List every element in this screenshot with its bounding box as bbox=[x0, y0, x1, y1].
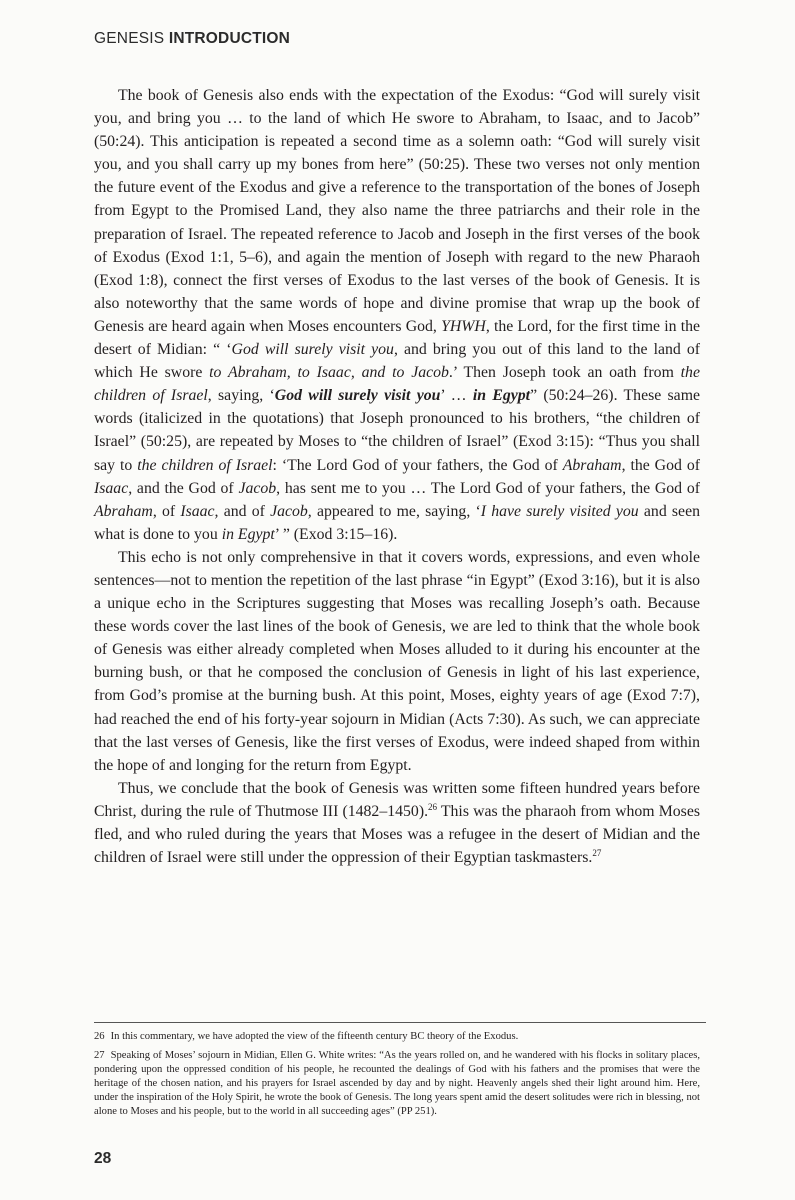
footnote-text: Speaking of Moses’ sojourn in Midian, Ellen G. White writes: “As the years rolled on, and he wandered with his flocks in solitary places, pondering upon the oppressed condition of his people, he recounted the dealings of God with his fathers and the promises that were the heritage of the chosen nation, and his prayers for Israel ascended by day and by night. Heavenly angels shed their light around him. Here, under the inspiration of the Holy Spirit, he wrote the book of Genesis. The long years spent amid the desert solitudes were rich in blessing, not alone to Moses and his people, but to the world in all succeeding ages” (PP 251). bbox=[94, 1050, 700, 1118]
text-run: ’ ” (Exod 3:15–16). bbox=[274, 525, 398, 543]
text-run: Isaac, bbox=[180, 502, 219, 520]
text-run: ” (50:24–26). These same words (italicized in the quotations) that Joseph pronounced to his brothers, “the children of Israel” (50:25), are repeated by Moses to “the children of Israel” (Exod 3:15): “Thus you shall say to bbox=[94, 387, 700, 474]
text-run: Abraham bbox=[94, 502, 153, 520]
text-run: the children of Israel bbox=[94, 364, 700, 405]
text-run: Jacob bbox=[238, 479, 277, 497]
text-run: and seen what is done to you bbox=[94, 502, 700, 543]
text-run: , and the God of bbox=[128, 479, 239, 497]
text-run: , saying, ‘ bbox=[207, 387, 275, 405]
footnote-text: In this commentary, we have adopted the view of the fifteenth century BC theory of the Exodus. bbox=[110, 1031, 519, 1042]
text-run: .’ Then Joseph took an oath from bbox=[448, 364, 681, 382]
text-run: in Egypt bbox=[472, 387, 531, 405]
text-run: , the God of bbox=[621, 456, 700, 474]
page-number: 28 bbox=[94, 1150, 112, 1167]
footnote bbox=[94, 1030, 700, 1044]
text-run: YHWH bbox=[441, 317, 486, 335]
footnote-reference[interactable]: 27 bbox=[592, 848, 602, 859]
text-run: , has sent me to you … The Lord God of your fathers, the God of bbox=[276, 479, 700, 497]
text-run: Isaac bbox=[94, 479, 129, 497]
text-run: : ‘The Lord God of your fathers, the God of bbox=[272, 456, 563, 474]
footnote-number: 27 bbox=[94, 1050, 105, 1062]
text-run: Thus, we conclude that the book of Genesis was written some fifteen hundred years before Christ, during the rule of Thutmose III (1482–1450). bbox=[94, 779, 700, 820]
footnotes bbox=[94, 1030, 700, 1125]
footnote-number: 26 bbox=[94, 1031, 105, 1042]
text-run: This echo is not only comprehensive in that it covers words, expressions, and even whole sentences—not to mention the repetition of the last phrase “in Egypt” (Exod 3:16), but it is also a unique echo in the Scriptures suggesting that Moses was recalling Joseph’s oath. Because these words cover the last lines of the book of Genesis, we are led to think that the whole book of Genesis was either already completed when Moses alluded to it during his encounter at the burning bush, or that he composed the conclusion of Genesis in light of his last experience, from God’s promise at the burning bush. At this point, Moses, eighty years of age (Exod 7:7), had reached the end of his forty-year sojourn in Midian (Acts 7:30). As such, we can appreciate that the last verses of Genesis, like the first verses of Exodus, were indeed shaped from within the hope of and longing for the return from Egypt. bbox=[94, 548, 700, 774]
text-run: and of bbox=[218, 502, 271, 520]
footnote-rule bbox=[94, 1022, 706, 1023]
running-head-section: INTRODUCTION bbox=[168, 30, 291, 47]
text-run: God will surely visit you bbox=[231, 341, 394, 359]
footnote-reference[interactable]: 26 bbox=[428, 801, 438, 812]
text-run: , and bring you out of this land to the land of which He swore bbox=[94, 341, 701, 382]
body-paragraph bbox=[94, 777, 700, 869]
text-run: , of bbox=[152, 502, 181, 520]
running-head bbox=[94, 30, 290, 48]
text-run: , the Lord, for the first time in the desert of Midian: “ ‘ bbox=[94, 317, 700, 359]
text-run: the children of Israel bbox=[137, 456, 273, 474]
body-paragraph bbox=[94, 546, 700, 777]
text-run: appeared to me, saying, ‘ bbox=[311, 502, 481, 520]
text-run: to Abraham, to Isaac, and to Jacob bbox=[209, 364, 449, 382]
text-run: The book of Genesis also ends with the expectation of the Exodus: “God will surely visit you, and bring you … to the land of which He swore to Abraham, to Isaac, and to Jacob” (50:24). This anticipation is repeated a second time as a solemn oath: “God will surely visit you, and you shall carry up my bones from here” (50:25). These two verses not only mention the future event of the Exodus and give a reference to the transportation of the bones of Joseph from Egypt to the Promised Land, they also name the three patriarchs and their role in the preparation of Israel. The repeated reference to Jacob and Joseph in the first verses of the book of Exodus (Exod 1:1, 5–6), and again the mention of Joseph with regard to the new Pharaoh (Exod 1:8), connect the first verses of Exodus to the last verses of the book of Genesis. It is also noteworthy that the same words of hope and divine promise that wrap up the book of Genesis are heard again when Moses encounters God, bbox=[94, 87, 700, 335]
text-run: Jacob, bbox=[270, 502, 312, 520]
text-run: Abraham bbox=[562, 456, 622, 474]
text-run: ’ … bbox=[440, 387, 473, 405]
text-run: in Egypt bbox=[221, 525, 275, 543]
text-run: This was the pharaoh from whom Moses fled, and who ruled during the years that Moses was a refugee in the desert of Midian and the children of Israel were still under the oppression of their Egyptian taskmasters. bbox=[94, 802, 700, 867]
body-paragraph bbox=[94, 84, 700, 546]
text-run: God will surely visit you bbox=[274, 387, 441, 405]
footnote bbox=[94, 1049, 700, 1119]
text-run: I have surely visited you bbox=[480, 502, 639, 520]
body-text bbox=[94, 84, 700, 869]
running-head-book: GENESIS bbox=[94, 30, 165, 47]
